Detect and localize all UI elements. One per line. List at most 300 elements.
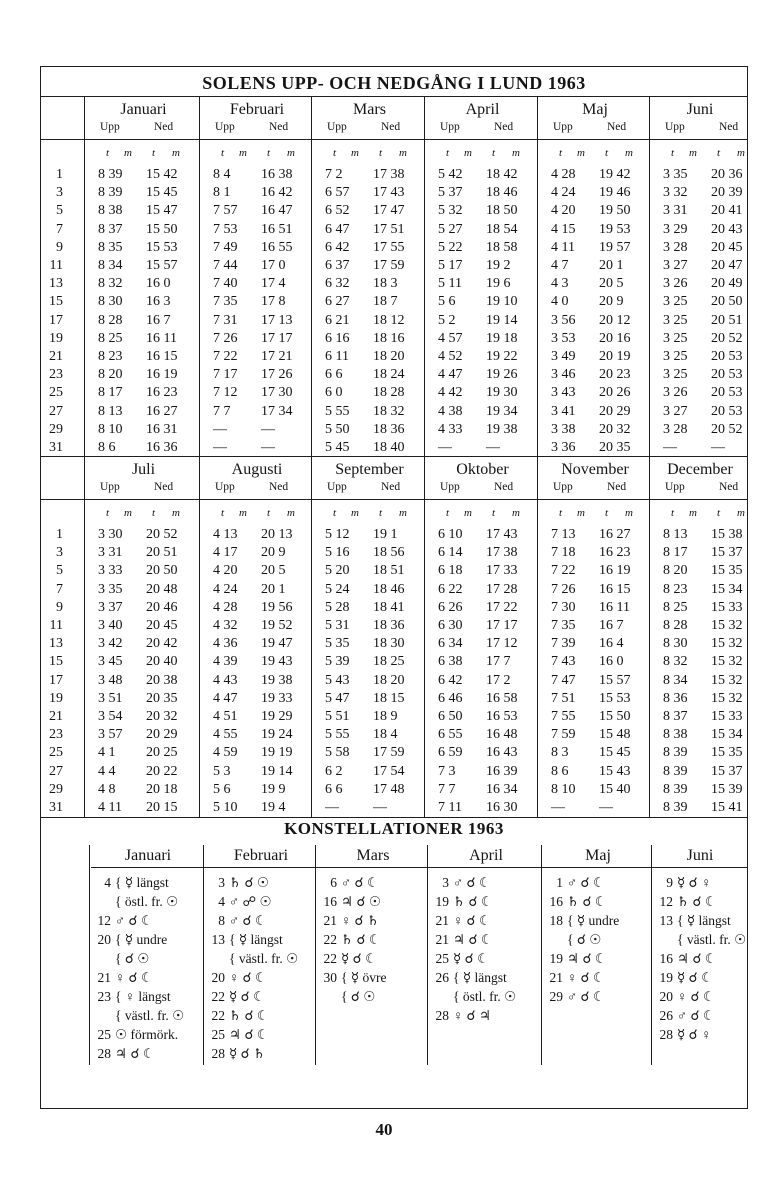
upp-label: Upp <box>665 121 685 133</box>
constellation-event: ♃ ☌ ☾ <box>229 1027 270 1042</box>
constellation-event: ♄ ☌ ☾ <box>677 894 718 909</box>
sunrise-time: 7 55 <box>551 709 576 724</box>
konst-title: KONSTELLATIONER 1963 <box>284 819 504 838</box>
unit-m: m <box>737 147 745 159</box>
column-divider <box>537 97 538 457</box>
constellation-day: 22 <box>323 932 337 947</box>
constellation-event: { östl. fr. ☉ <box>453 989 517 1004</box>
sunset-time: 19 1 <box>373 527 398 542</box>
sunset-time: 20 45 <box>711 239 743 255</box>
constellation-row <box>429 913 491 929</box>
constellation-row <box>317 932 381 948</box>
ned-label: Ned <box>719 121 739 133</box>
sunset-time: 19 52 <box>261 618 293 633</box>
constellation-day: 25 <box>211 1027 225 1042</box>
sunrise-time: 7 12 <box>213 385 238 401</box>
constellation-row <box>205 951 298 967</box>
sunrise-time: 6 55 <box>438 727 463 743</box>
sunset-time: 20 26 <box>599 385 631 401</box>
sunrise-time: 3 25 <box>663 330 688 346</box>
sunrise-time: 6 34 <box>438 636 463 652</box>
unit-m: m <box>737 507 745 519</box>
upp-label: Upp <box>100 121 120 133</box>
page-frame <box>40 66 748 1109</box>
constellation-row <box>429 989 516 1005</box>
unit-m: m <box>464 147 472 159</box>
sunset-time: 17 12 <box>486 636 518 652</box>
unit-m: m <box>172 147 180 159</box>
sunset-time: 20 25 <box>146 745 178 761</box>
sunrise-time: 7 59 <box>551 727 576 743</box>
unit-m: m <box>512 507 520 519</box>
month-name: Augusti <box>231 461 283 478</box>
constellation-event: { ☿ längst <box>115 875 169 890</box>
constellation-row <box>205 913 267 929</box>
sunrise-time: 8 28 <box>98 312 123 328</box>
constellation-row <box>205 932 283 948</box>
sunrise-time: 3 57 <box>98 727 123 743</box>
sunset-time: 15 34 <box>711 727 743 743</box>
sunrise-time: 4 47 <box>213 690 238 706</box>
month-name: November <box>561 461 629 478</box>
sunset-time: 15 32 <box>711 618 743 633</box>
sunrise-time: 4 0 <box>551 294 569 310</box>
sunset-time: 16 0 <box>599 654 624 670</box>
sunrise-time: 4 28 <box>213 599 238 615</box>
sunset-time: 18 50 <box>486 203 518 219</box>
sunset-time: 15 32 <box>711 690 743 706</box>
sunset-time: 16 19 <box>146 367 178 383</box>
constellation-row <box>429 1008 491 1024</box>
sunrise-time: 8 32 <box>98 276 123 292</box>
sunset-time: 18 46 <box>486 185 518 201</box>
ned-label: Ned <box>719 481 739 493</box>
sunrise-time: 8 39 <box>663 763 688 779</box>
sunrise-time: 5 17 <box>438 258 463 273</box>
day-number: 5 <box>56 563 63 579</box>
sunset-time: 18 4 <box>373 727 398 743</box>
ned-label: Ned <box>494 121 514 133</box>
sunrise-time: 3 46 <box>551 367 576 383</box>
sunrise-time: 6 16 <box>325 330 350 346</box>
constellation-row <box>653 970 713 986</box>
sunset-time: 19 38 <box>486 421 518 437</box>
sunset-time: 16 7 <box>146 312 171 328</box>
constellation-event: ♂ ☌ ☾ <box>341 875 380 890</box>
ned-label: Ned <box>607 481 627 493</box>
sunrise-time: 4 51 <box>213 709 238 724</box>
sunset-time: — <box>261 421 275 437</box>
constellation-day: 28 <box>97 1046 111 1061</box>
sunset-time: 15 53 <box>599 690 631 706</box>
unit-t: t <box>152 147 156 159</box>
constellation-row <box>91 932 167 948</box>
sunset-time: 17 30 <box>261 385 293 401</box>
constellation-row <box>205 894 272 910</box>
unit-m: m <box>577 507 585 519</box>
unit-m: m <box>625 507 633 519</box>
sunrise-time: 8 23 <box>663 581 688 597</box>
sunset-time: 20 18 <box>146 781 178 797</box>
sunrise-time: 7 31 <box>213 312 238 328</box>
constellation-row <box>205 1008 269 1024</box>
unit-t: t <box>559 147 563 159</box>
sunset-time: 18 9 <box>373 709 398 724</box>
unit-m: m <box>287 507 295 519</box>
sunset-time: 18 41 <box>373 599 405 615</box>
sunset-time: 19 14 <box>261 763 293 779</box>
constellation-row <box>91 1027 178 1043</box>
sunset-time: 17 33 <box>486 563 518 579</box>
sunset-time: 17 28 <box>486 581 518 597</box>
day-number: 11 <box>49 618 63 633</box>
sunset-time: 18 25 <box>373 654 405 670</box>
constellation-event: { ☿ längst <box>677 913 731 928</box>
sunset-time: 15 57 <box>146 258 178 273</box>
table-title: SOLENS UPP- OCH NEDGÅNG I LUND 1963 <box>202 73 586 93</box>
sunset-time: 20 9 <box>599 294 624 310</box>
konst-month-name: Januari <box>124 847 172 864</box>
sunset-time: 19 9 <box>261 781 286 797</box>
sunset-time: 16 27 <box>599 527 631 542</box>
unit-t: t <box>106 147 110 159</box>
sunset-time: 17 17 <box>261 330 293 346</box>
sunset-time: 20 53 <box>711 367 743 383</box>
day-number: 17 <box>49 312 63 328</box>
sunset-time: 20 32 <box>599 421 631 437</box>
constellation-day: 13 <box>211 932 225 947</box>
column-divider <box>311 97 312 457</box>
sunset-time: 17 13 <box>261 312 293 328</box>
sunrise-time: 5 39 <box>325 654 350 670</box>
sunrise-time: 8 6 <box>98 440 116 455</box>
sunrise-time: 4 32 <box>213 618 238 633</box>
sunset-time: 19 18 <box>486 330 518 346</box>
sunset-time: 15 50 <box>146 221 178 237</box>
constellation-event: ♃ ☌ ☾ <box>677 951 718 966</box>
column-divider <box>199 457 200 817</box>
sunrise-time: 3 31 <box>663 203 688 219</box>
unit-t: t <box>717 147 721 159</box>
sunset-time: 19 29 <box>261 709 293 724</box>
sunset-time: 19 10 <box>486 294 518 310</box>
unit-t: t <box>671 507 675 519</box>
sunset-time: 15 41 <box>711 800 743 815</box>
sunset-time: 16 34 <box>486 781 518 797</box>
sunset-time: 17 59 <box>373 745 405 761</box>
day-number: 23 <box>49 727 63 743</box>
sunrise-time: 4 57 <box>438 330 463 346</box>
sunset-time: 18 56 <box>373 545 405 561</box>
unit-t: t <box>717 507 721 519</box>
header-divider <box>41 499 747 500</box>
sunrise-time: 7 51 <box>551 690 576 706</box>
constellation-day: 3 <box>442 875 449 890</box>
constellation-event: ♀ ☌ ☾ <box>567 970 606 985</box>
unit-t: t <box>106 507 110 519</box>
constellation-row <box>653 932 746 948</box>
sunrise-time: 7 47 <box>551 672 576 688</box>
sunrise-time: 7 26 <box>213 330 238 346</box>
constellation-event: ♃ ☌ ☾ <box>453 932 494 947</box>
constellation-day: 21 <box>549 970 563 985</box>
sunrise-time: 7 22 <box>213 349 238 364</box>
sunset-time: 20 36 <box>711 167 743 182</box>
day-number: 25 <box>49 745 63 761</box>
day-number: 19 <box>49 330 63 346</box>
sunset-time: 20 12 <box>599 312 631 328</box>
constellation-row <box>543 970 605 986</box>
sunset-time: — <box>261 440 275 455</box>
sunrise-time: 3 25 <box>663 367 688 383</box>
sunset-time: 17 4 <box>261 276 286 292</box>
sunset-time: 15 35 <box>711 563 743 579</box>
constellation-day: 21 <box>435 913 449 928</box>
unit-m: m <box>399 507 407 519</box>
sunset-time: 17 7 <box>486 654 511 670</box>
month-name: Juni <box>686 101 714 118</box>
sunset-time: 16 15 <box>599 581 631 597</box>
sunrise-time: 8 39 <box>663 745 688 761</box>
unit-m: m <box>689 507 697 519</box>
sunrise-time: 6 52 <box>325 203 350 219</box>
sunrise-time: 6 0 <box>325 385 343 401</box>
sunset-time: 18 12 <box>373 312 405 328</box>
constellation-row <box>317 951 377 967</box>
constellation-row <box>91 989 171 1005</box>
sunrise-time: 6 42 <box>438 672 463 688</box>
sunrise-time: 8 39 <box>663 781 688 797</box>
sunrise-time: 8 39 <box>98 167 123 182</box>
constellation-row <box>653 875 711 891</box>
konst-month-name: Februari <box>233 847 289 864</box>
sunrise-time: 6 26 <box>438 599 463 615</box>
sunrise-time: 6 42 <box>325 239 350 255</box>
constellation-day: 30 <box>323 970 337 985</box>
sunrise-time: 5 11 <box>438 276 462 292</box>
constellation-event: ♄ ☌ ☾ <box>567 894 608 909</box>
day-number: 7 <box>56 581 63 597</box>
sunset-time: 15 38 <box>711 527 743 542</box>
sunset-time: 20 35 <box>146 690 178 706</box>
constellation-event: ♄ ☌ ☾ <box>453 894 494 909</box>
sunrise-time: 3 27 <box>663 403 688 419</box>
day-number: 3 <box>56 185 63 201</box>
sunrise-time: 8 13 <box>663 527 688 542</box>
day-number: 27 <box>49 403 63 419</box>
sunrise-time: 6 14 <box>438 545 463 561</box>
sunrise-time: 8 36 <box>663 690 688 706</box>
unit-m: m <box>239 147 247 159</box>
sunrise-time: 3 56 <box>551 312 576 328</box>
unit-m: m <box>464 507 472 519</box>
sunset-time: 19 43 <box>261 654 293 670</box>
sunset-time: 17 21 <box>261 349 293 364</box>
sunrise-time: 8 35 <box>98 239 123 255</box>
unit-m: m <box>239 507 247 519</box>
sunrise-time: 8 13 <box>98 403 123 419</box>
constellation-event: ☿ ☌ ☾ <box>677 970 714 985</box>
constellation-day: 18 <box>549 913 563 928</box>
sunset-time: 19 19 <box>261 745 293 761</box>
sunrise-time: 5 27 <box>438 221 463 237</box>
constellation-day: 4 <box>218 894 225 909</box>
sunrise-time: 6 59 <box>438 745 463 761</box>
column-divider <box>424 97 425 457</box>
sunrise-time: 6 18 <box>438 563 463 579</box>
ned-label: Ned <box>269 481 289 493</box>
sunset-time: 16 36 <box>146 440 178 455</box>
sunset-time: 16 11 <box>599 599 630 615</box>
sunrise-time: 3 26 <box>663 385 688 401</box>
sunrise-time: 8 4 <box>213 167 231 182</box>
day-number: 9 <box>56 239 63 255</box>
constellation-event: { ☿ längst <box>453 970 507 985</box>
day-number: 9 <box>56 599 63 615</box>
sunset-time: 20 53 <box>711 349 743 364</box>
day-number: 25 <box>49 385 63 401</box>
sunset-time: 19 24 <box>261 727 293 743</box>
constellation-event: ♃ ☌ ☾ <box>567 951 608 966</box>
sunrise-time: — <box>325 800 339 815</box>
sunrise-time: 6 6 <box>325 781 343 797</box>
sunrise-time: 4 11 <box>98 800 122 815</box>
unit-t: t <box>379 147 383 159</box>
unit-m: m <box>399 147 407 159</box>
sunrise-time: 4 3 <box>551 276 569 292</box>
constellation-row <box>205 970 267 986</box>
column-divider <box>84 457 85 817</box>
sunset-time: 20 35 <box>599 440 631 455</box>
sunset-time: 15 32 <box>711 654 743 670</box>
sunset-time: 20 49 <box>711 276 743 292</box>
konst-month-name: April <box>469 847 503 864</box>
sunset-time: 17 59 <box>373 258 405 273</box>
sunrise-time: 3 28 <box>663 421 688 437</box>
sunrise-time: 5 42 <box>438 167 463 182</box>
sunrise-time: 8 28 <box>663 618 688 633</box>
unit-t: t <box>221 507 225 519</box>
constellation-row <box>91 970 153 986</box>
sunset-time: 18 24 <box>373 367 405 383</box>
constellation-row <box>91 1008 184 1024</box>
sunset-time: 18 15 <box>373 690 405 706</box>
sunrise-time: 5 45 <box>325 440 350 455</box>
month-name: Mars <box>353 101 386 118</box>
unit-t: t <box>379 507 383 519</box>
day-number: 29 <box>49 781 63 797</box>
sunrise-time: 5 37 <box>438 185 463 201</box>
sunset-time: 20 45 <box>146 618 178 633</box>
column-divider <box>199 97 200 457</box>
sunrise-time: 4 47 <box>438 367 463 383</box>
sunrise-time: 5 32 <box>438 203 463 219</box>
sunset-time: 16 43 <box>486 745 518 761</box>
sunrise-time: 3 32 <box>663 185 688 201</box>
day-number: 15 <box>49 294 63 310</box>
sunrise-time: 8 20 <box>98 367 123 383</box>
sunrise-time: 8 25 <box>98 330 123 346</box>
column-divider <box>649 457 650 817</box>
sunset-time: 17 38 <box>486 545 518 561</box>
constellation-event: ☿ ☌ ♄ <box>229 1046 266 1061</box>
konst-month-name: Maj <box>585 847 611 864</box>
constellation-day: 8 <box>218 913 225 928</box>
constellation-day: 20 <box>211 970 225 985</box>
sunset-time: 17 2 <box>486 672 511 688</box>
sunset-time: 17 47 <box>373 203 405 219</box>
sunset-time: 15 50 <box>599 709 631 724</box>
sunset-time: 16 23 <box>599 545 631 561</box>
column-divider <box>311 457 312 817</box>
sunrise-time: — <box>551 800 565 815</box>
sunrise-time: 8 6 <box>551 763 569 779</box>
sunrise-time: 4 33 <box>438 421 463 437</box>
sunset-time: 16 3 <box>146 294 171 310</box>
sunrise-time: 4 4 <box>98 763 116 779</box>
sunrise-time: 6 57 <box>325 185 350 201</box>
constellation-event: { ☿ övre <box>341 970 387 985</box>
constellation-row <box>91 894 178 910</box>
sunset-time: 20 1 <box>599 258 624 273</box>
sunset-time: 16 7 <box>599 618 624 633</box>
sunrise-time: 5 58 <box>325 745 350 761</box>
sunrise-time: 7 7 <box>438 781 456 797</box>
sunset-time: 18 7 <box>373 294 398 310</box>
sunset-time: 20 48 <box>146 581 178 597</box>
constellation-event: ♀ ☌ ☾ <box>115 970 154 985</box>
sunrise-time: 7 35 <box>551 618 576 633</box>
sunset-time: 16 55 <box>261 239 293 255</box>
constellation-day: 21 <box>97 970 111 985</box>
constellation-day: 28 <box>659 1027 673 1042</box>
constellation-day: 21 <box>323 913 337 928</box>
sunset-time: 15 34 <box>711 581 743 597</box>
constellation-row <box>429 970 507 986</box>
sunset-time: 20 51 <box>711 312 743 328</box>
page-number: 40 <box>375 1120 393 1139</box>
sunrise-time: 3 48 <box>98 672 123 688</box>
sunset-time: 18 42 <box>486 167 518 182</box>
sunrise-time: 3 27 <box>663 258 688 273</box>
constellation-row <box>429 951 489 967</box>
sunset-time: 20 52 <box>711 421 743 437</box>
sunrise-time: 3 36 <box>551 440 576 455</box>
sunrise-time: 3 42 <box>98 636 123 652</box>
sunset-time: 19 50 <box>599 203 631 219</box>
sunset-time: 20 50 <box>711 294 743 310</box>
sunrise-time: 4 7 <box>551 258 569 273</box>
day-number: 7 <box>56 221 63 237</box>
sunset-time: — <box>599 800 613 815</box>
constellation-day: 25 <box>97 1027 111 1042</box>
sunrise-time: 5 6 <box>438 294 456 310</box>
sunset-time: 17 8 <box>261 294 286 310</box>
sunset-time: 16 30 <box>486 800 518 815</box>
constellation-event: { ☌ ☉ <box>567 932 602 947</box>
konst-month-name: Juni <box>686 847 714 864</box>
unit-t: t <box>446 507 450 519</box>
upp-label: Upp <box>100 481 120 493</box>
upp-label: Upp <box>553 121 573 133</box>
constellation-day: 1 <box>556 875 563 890</box>
sunset-time: 17 26 <box>261 367 293 383</box>
sunrise-time: 3 35 <box>98 581 123 597</box>
constellation-day: 6 <box>330 875 337 890</box>
day-number: 13 <box>49 276 63 292</box>
sunrise-time: 5 20 <box>325 563 350 579</box>
constellation-day: 26 <box>659 1008 673 1023</box>
